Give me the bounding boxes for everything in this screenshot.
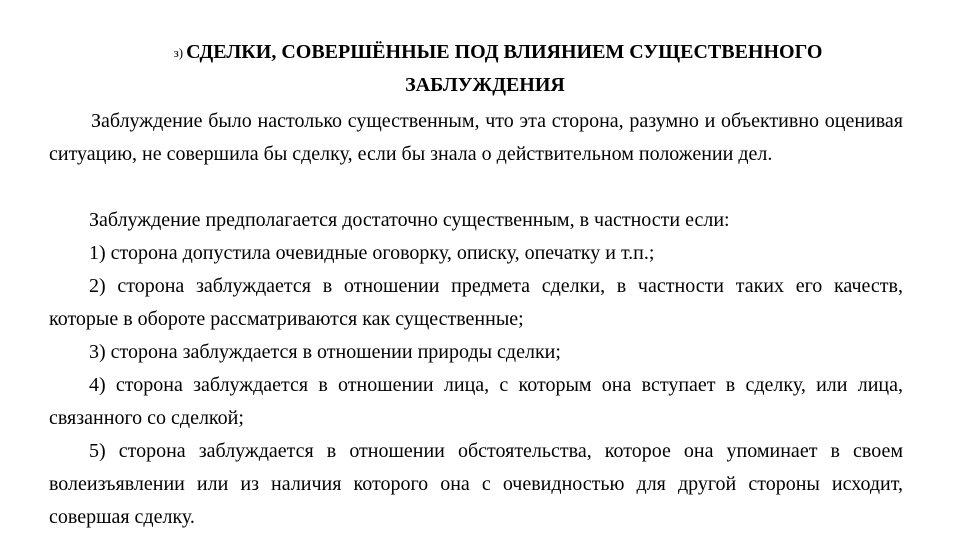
list-item (49, 435, 903, 534)
list-item-text: 3) сторона заблуждается в отношении природы сделки; (89, 341, 561, 363)
heading-text: СДЕЛКИ, СОВЕРШЁННЫЕ ПОД ВЛИЯНИЕМ СУЩЕСТВЕННОГО (186, 41, 823, 63)
list-item-text: 5) сторона заблуждается в отношении обстоятельства, которое она упоминает в своем волеизъявлении или из наличия которого она с очевидностью для другой стороны исходит, совершая сделку. (49, 440, 903, 528)
list-item (49, 336, 903, 369)
lead-text: Заблуждение предполагается достаточно существенным, в частности если: (89, 209, 730, 231)
list-item-text: 4) сторона заблуждается в отношении лица, с которым она вступает в сделку, или лица, связанного со сделкой; (49, 374, 903, 429)
list-item-text: 1) сторона допустила очевидные оговорку, описку, опечатку и т.п.; (89, 242, 655, 264)
list-item-text: 2) сторона заблуждается в отношении предмета сделки, в частности таких его качеств, которые в обороте рассматриваются как существенные; (49, 275, 903, 330)
list-item (49, 270, 903, 336)
list-item (49, 369, 903, 435)
heading-line-2: ЗАБЛУЖДЕНИЯ (405, 74, 565, 96)
heading-prefix: з) (173, 45, 184, 60)
heading-line-1 (0, 40, 960, 65)
intro-text: Заблуждение было настолько существенным, что эта сторона, разумно и объективно оценивая ситуацию, не совершила бы сделку, если бы знала о действительном положении дел. (49, 110, 903, 165)
list-item (49, 237, 903, 270)
intro-paragraph (49, 105, 903, 171)
lead-paragraph (49, 204, 903, 237)
